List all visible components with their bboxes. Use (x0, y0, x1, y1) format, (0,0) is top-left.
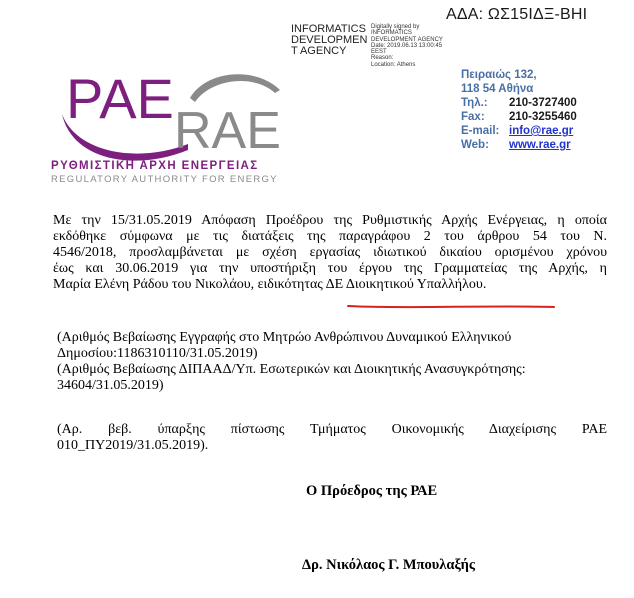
signature-detail-line: INFORMATICS (371, 30, 412, 37)
fax-value: 210-3255460 (509, 111, 577, 123)
logo-arc-grey (190, 74, 280, 102)
ada-code: ΑΔΑ: ΩΣ15ΙΔΞ-ΒΗΙ (446, 6, 588, 23)
dipaad-note (57, 362, 597, 394)
note-line: (Αριθμός Βεβαίωσης Εγγραφής στο Μητρώο Ανθρώπινου Δυναμικού Ελληνικού (57, 330, 512, 345)
credit-note (57, 422, 607, 454)
email-row (461, 124, 577, 138)
email-link[interactable]: info@rae.gr (509, 125, 574, 137)
note-line: (Αριθμός Βεβαίωσης ΔΙΠΑΑΔ/Υπ. Εσωτερικών και Διοικητικής Ανασυγκρότησης: (57, 362, 526, 377)
web-row (461, 138, 577, 152)
web-label: Web: (461, 139, 489, 151)
signature-details (371, 24, 451, 68)
signature-detail-line: DEVELOPMENT AGENCY (371, 36, 443, 43)
web-link[interactable]: www.rae.gr (509, 139, 571, 151)
decision-paragraph (53, 213, 607, 293)
address-line-1: Πειραιώς 132, (461, 69, 537, 81)
note-line: 34604/31.05.2019) (57, 378, 164, 393)
email-label: E-mail: (461, 125, 500, 137)
paragraph-line: 4546/2018, προσλαμβάνεται με σχέση εργασίας ιδιωτικού δικαίου ορισμένου χρόνου (53, 245, 607, 260)
phone-row (461, 96, 577, 110)
paragraph-line: Με την 15/31.05.2019 Απόφαση Προέδρου της Ρυθμιστικής Αρχής Ενέργειας, η οποία (53, 213, 607, 228)
signature-detail-line: Date: 2019.06.13 13:00:45 (371, 42, 443, 49)
signature-detail-line: Reason: (371, 55, 394, 62)
logo-name-english: REGULATORY AUTHORITY FOR ENERGY (51, 174, 278, 185)
address-line-2: 118 54 Αθήνα (461, 83, 534, 95)
note-line: (Αρ. βεβ. ύπαρξης πίστωσης Τμήματος Οικονομικής Διαχείρισης ΡΑΕ (57, 422, 607, 437)
signoff-title: Ο Πρόεδρος της ΡΑΕ (306, 483, 438, 499)
fax-row (461, 110, 577, 124)
logo-mark-purple: PAE (66, 67, 174, 130)
signature-detail-line: EEST (371, 49, 387, 56)
logo-name-greek: ΡΥΘΜΙΣΤΙΚΗ ΑΡΧΗ ΕΝΕΡΓΕΙΑΣ (51, 160, 259, 172)
phone-value: 210-3727400 (509, 97, 577, 109)
note-line: 010_ΠΥ2019/31.05.2019). (57, 438, 209, 453)
registration-note (57, 330, 597, 362)
red-underline-annotation (346, 302, 556, 312)
signature-signer-name: INFORMATICS DEVELOPMEN T AGENCY (291, 23, 368, 57)
signature-detail-line: Location: Athens (371, 61, 416, 68)
logo-mark-grey: RAE (174, 102, 281, 160)
paragraph-line: έως και 30.06.2019 για την υποστήριξη του έργου της Γραμματείας της Αρχής, η (53, 261, 607, 276)
signoff-name: Δρ. Νικόλαος Γ. Μπουλαξής (302, 557, 475, 573)
signature-detail-line: Digitally signed by (371, 24, 420, 30)
fax-label: Fax: (461, 111, 485, 123)
paragraph-line: Μαρία Ελένη Ράδου του Νικολάου, ειδικότητας ΔΕ Διοικητικού Υπαλλήλου. (53, 277, 487, 292)
contact-block (461, 68, 577, 152)
paragraph-line: εκδόθηκε σύμφωνα με τις διατάξεις της παραγράφου 2 του άρθρου 54 του Ν. (53, 229, 607, 244)
phone-label: Τηλ.: (461, 97, 488, 109)
note-line: Δημοσίου:1186310110/31.05.2019) (57, 346, 258, 361)
